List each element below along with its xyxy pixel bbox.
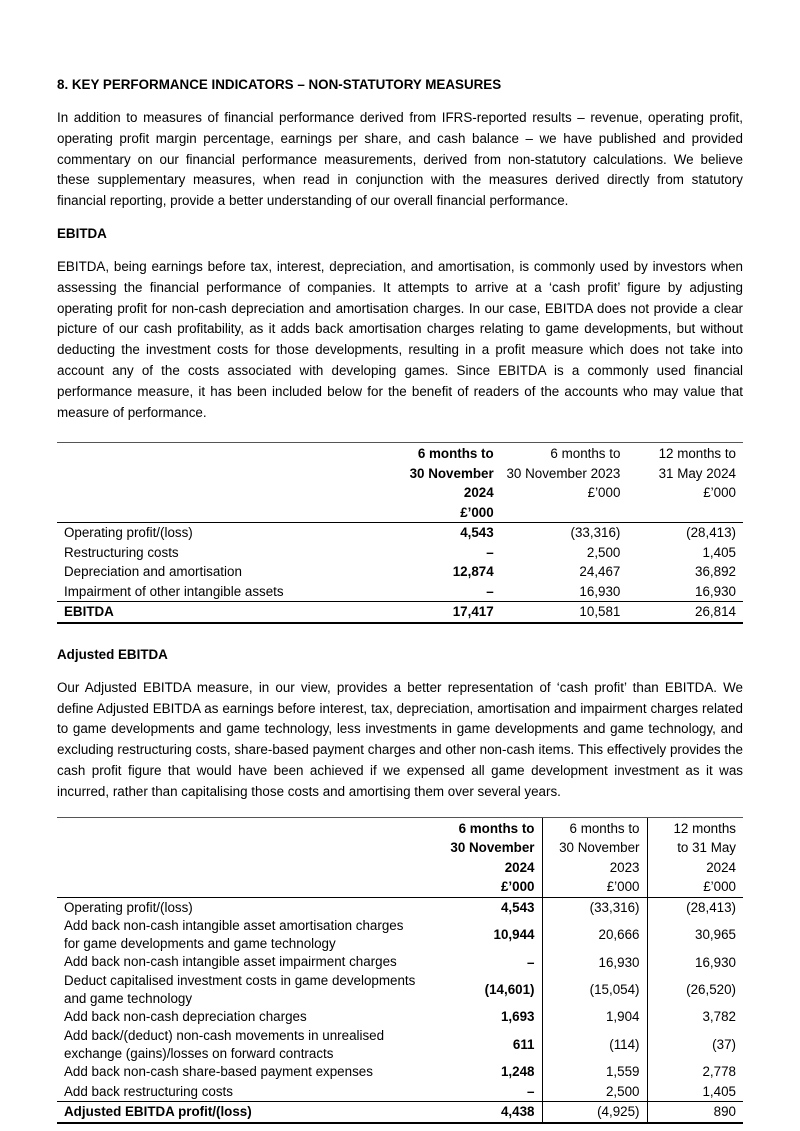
total-value: (4,925) xyxy=(542,1102,647,1123)
adj-col-h1-2024: 6 months to 30 November 2024 £’000 xyxy=(427,817,542,897)
total-value: 26,814 xyxy=(626,602,743,623)
row-label: Add back non-cash intangible asset amortisation charges for game developments and game technology xyxy=(64,918,404,951)
ebitda-col-fy-2024: 12 months to 31 May 2024 £’000 xyxy=(626,443,743,523)
cell-value: (28,413) xyxy=(686,525,736,541)
ebitda-table-header xyxy=(57,443,743,523)
row-label: Operating profit/(loss) xyxy=(64,899,193,915)
table-row xyxy=(57,1082,743,1102)
cell-value: 1,405 xyxy=(647,1082,743,1102)
ebitda-heading: EBITDA xyxy=(57,225,107,241)
section-heading: 8. KEY PERFORMANCE INDICATORS – NON-STATUTORY MEASURES xyxy=(57,77,502,92)
cell-value: 10,944 xyxy=(493,927,535,943)
cell-value: 1,559 xyxy=(542,1062,647,1082)
table-row xyxy=(57,897,743,917)
total-label: EBITDA xyxy=(57,602,380,623)
cell-value: 4,543 xyxy=(500,899,535,915)
cell-value: 1,248 xyxy=(500,1064,535,1080)
row-label: Add back restructuring costs xyxy=(64,1083,233,1099)
table-row xyxy=(57,562,743,582)
ebitda-table xyxy=(57,442,743,624)
header-label-cell xyxy=(57,443,380,523)
cell-value: – xyxy=(486,583,494,599)
cell-value: 16,930 xyxy=(647,953,743,973)
report-page xyxy=(57,75,743,1124)
adjusted-ebitda-paragraph: Our Adjusted EBITDA measure, in our view, provides a better representation of ‘cash profit’ than EBITDA. We define Adjusted EBITDA as earnings before interest, tax, depreciation, amortisation and impairment charges related to game developments and game technology, less investments in game developments and game technology, and excluding restructuring costs, share-based payment charges and other non-cash items. This effectively provides the cash profit figure that would have been achieved if we expensed all game development investment as it was incurred, rather than capitalising those costs and amortising them over several years. xyxy=(57,679,743,799)
total-value: 4,438 xyxy=(427,1102,542,1123)
cell-value: (26,520) xyxy=(647,972,743,1007)
total-label: Adjusted EBITDA profit/(loss) xyxy=(57,1102,427,1123)
cell-value: – xyxy=(527,1083,535,1099)
cell-value: 2,778 xyxy=(647,1062,743,1082)
ebitda-col-h1-2024: 6 months to 30 November 2024 £’000 xyxy=(380,443,500,523)
row-label: Impairment of other intangible assets xyxy=(64,583,284,599)
cell-value: 1,693 xyxy=(500,1009,535,1025)
cell-value: 1,904 xyxy=(542,1007,647,1027)
table-row xyxy=(57,953,743,973)
adj-col-h1-2023: 6 months to 30 November 2023 £’000 xyxy=(542,817,647,897)
cell-value: (37) xyxy=(647,1027,743,1062)
cell-value: 2,500 xyxy=(542,1082,647,1102)
cell-value: (114) xyxy=(542,1027,647,1062)
cell-value: 2,500 xyxy=(586,544,621,560)
table-row xyxy=(57,1007,743,1027)
cell-value: (28,413) xyxy=(647,897,743,917)
total-value: 890 xyxy=(647,1102,743,1123)
table-row xyxy=(57,543,743,563)
cell-value: (33,316) xyxy=(570,525,621,541)
cell-value: 36,892 xyxy=(695,564,736,580)
row-label: Add back/(deduct) non-cash movements in unrealised exchange (gains)/losses on forward contracts xyxy=(64,1027,385,1061)
row-label: Add back non-cash share-based payment expenses xyxy=(64,1064,373,1080)
cell-value: 1,405 xyxy=(702,544,736,560)
table-row xyxy=(57,917,743,952)
intro-paragraph: In addition to measures of financial performance derived from IFRS-reported results – revenue, operating profit, operating profit margin percentage, earnings per share, and cash balance – we have published and provided commentary on our financial performance measurements, derived from non-statutory calculations. We believe these supplementary measures, when read in conjunction with the measures derived directly from statutory financial reporting, provide a better understanding of our overall financial performance. xyxy=(57,110,743,209)
ebitda-paragraph: EBITDA, being earnings before tax, interest, depreciation, and amortisation, is commonly used by investors when assessing the financial performance of companies. It attempts to arrive at a ‘cash profit’ figure by adjusting operating profit for non-cash depreciation and amortisation charges. In our case, EBITDA does not provide a clear picture of our cash profitability, as it adds back amortisation charges relating to game developments, but without deducting the investment costs for those developments, resulting in a profit measure which does not take into account any of the costs associated with developing games. Since EBITDA is a commonly used financial performance measure, it has been included below for the benefit of readers of the accounts who may value that measure of performance. xyxy=(57,258,743,420)
row-label: Deduct capitalised investment costs in game developments and game technology xyxy=(64,973,416,1006)
cell-value: 611 xyxy=(512,1036,535,1052)
cell-value: 3,782 xyxy=(647,1007,743,1027)
cell-value: 16,930 xyxy=(542,953,647,973)
table-row xyxy=(57,1027,743,1062)
cell-value: 24,467 xyxy=(579,564,621,580)
total-value: 17,417 xyxy=(380,602,500,623)
cell-value: 12,874 xyxy=(452,564,494,580)
row-label: Add back non-cash intangible asset impairment charges xyxy=(64,954,397,970)
header-label-cell xyxy=(57,817,427,897)
total-row xyxy=(57,602,743,623)
adjusted-ebitda-heading: Adjusted EBITDA xyxy=(57,646,168,662)
cell-value: 16,930 xyxy=(579,583,621,599)
ebitda-col-h1-2023: 6 months to 30 November 2023 £’000 xyxy=(500,443,627,523)
table-row xyxy=(57,1062,743,1082)
cell-value: (15,054) xyxy=(542,972,647,1007)
cell-value: (33,316) xyxy=(542,897,647,917)
cell-value: 16,930 xyxy=(695,583,736,599)
table-row xyxy=(57,972,743,1007)
cell-value: 20,666 xyxy=(542,917,647,952)
row-label: Operating profit/(loss) xyxy=(64,525,193,541)
row-label: Depreciation and amortisation xyxy=(64,564,242,580)
row-label: Restructuring costs xyxy=(64,544,179,560)
total-value: 10,581 xyxy=(500,602,627,623)
cell-value: (14,601) xyxy=(484,982,535,997)
table-row xyxy=(57,582,743,602)
adj-col-fy-2024: 12 months to 31 May 2024 £’000 xyxy=(647,817,743,897)
total-row xyxy=(57,1102,743,1123)
cell-value: 30,965 xyxy=(647,917,743,952)
table-row xyxy=(57,523,743,543)
adjusted-ebitda-table xyxy=(57,817,743,1124)
row-label: Add back non-cash depreciation charges xyxy=(64,1009,307,1025)
cell-value: – xyxy=(527,954,535,970)
cell-value: 4,543 xyxy=(460,525,494,541)
cell-value: – xyxy=(486,544,494,560)
adjusted-table-header xyxy=(57,817,743,897)
